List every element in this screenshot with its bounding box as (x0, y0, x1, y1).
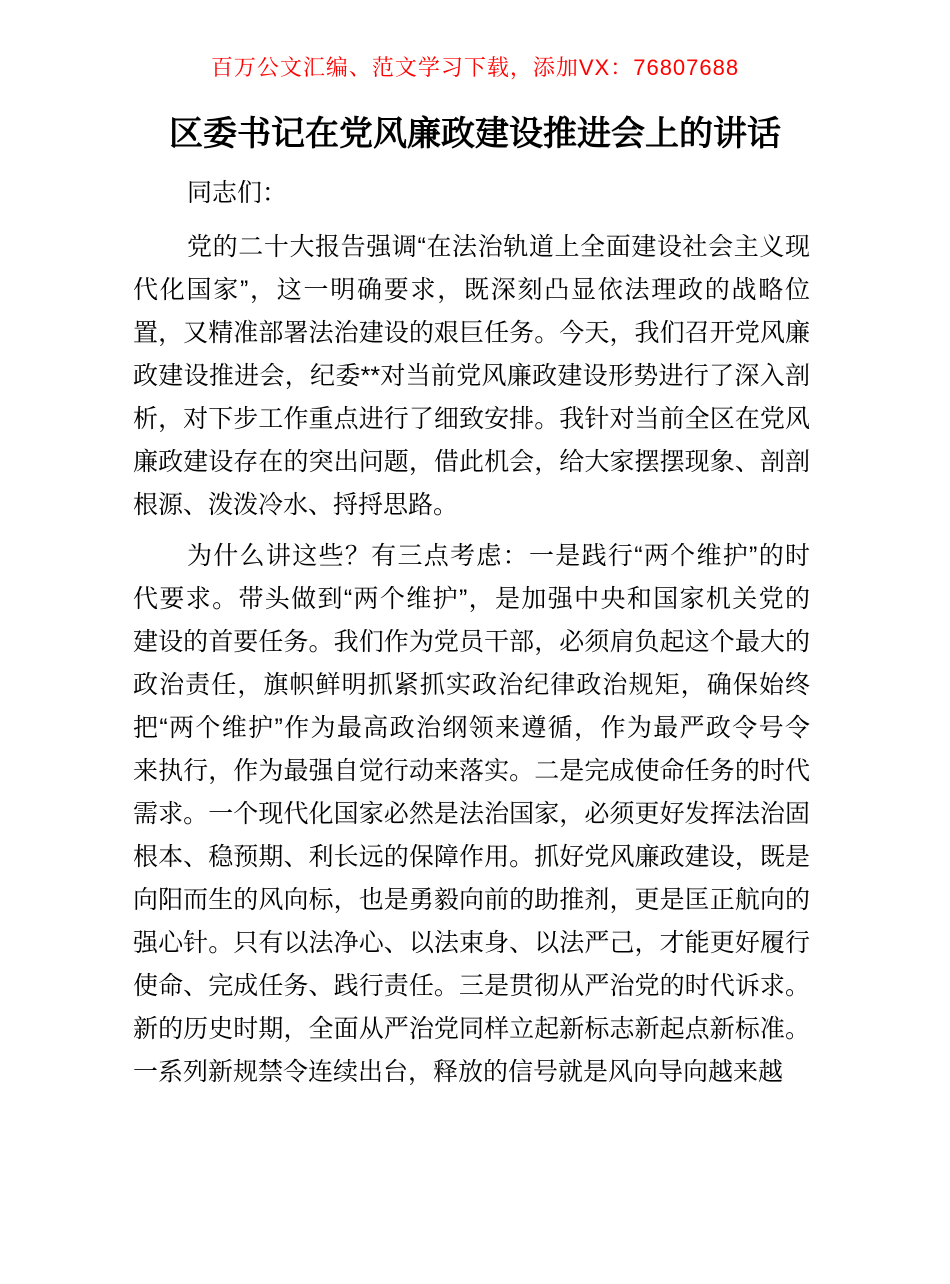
text-line: 把“两个维护”作为最高政治纲领来遵循，作为最严政令号令 (133, 714, 810, 742)
text-line: 强心针。只有以法净心、以法束身、以法严己，才能更好履行 (133, 929, 810, 957)
text-line: 政治责任，旗帜鲜明抓紧抓实政治纪律政治规矩，确保始终 (133, 671, 810, 699)
text-line: 根源、泼泼冷水、捋捋思路。 (133, 491, 459, 519)
text-line: 需求。一个现代化国家必然是法治国家，必须更好发挥法治固 (133, 800, 810, 828)
text-line: 代化国家”，这一明确要求，既深刻凸显依法理政的战略位 (133, 276, 810, 304)
text-line: 代要求。带头做到“两个维护”，是加强中央和国家机关党的 (133, 585, 810, 613)
watermark-notice: 百万公文汇编、范文学习下载，添加VX：76807688 (210, 55, 740, 80)
document-body (133, 226, 810, 1094)
text-line: 廉政建设存在的突出问题，借此机会，给大家摆摆现象、剖剖 (133, 448, 810, 476)
paragraph (133, 535, 810, 1094)
document-title: 区委书记在党风廉政建设推进会上的讲话 (169, 115, 781, 153)
text-line: 政建设推进会，纪委**对当前党风廉政建设形势进行了深入剖 (133, 362, 810, 390)
salutation: 同志们： (187, 179, 288, 207)
text-line: 党的二十大报告强调“在法治轨道上全面建设社会主义现 (187, 233, 810, 261)
text-line: 析，对下步工作重点进行了细致安排。我针对当前全区在党风 (133, 405, 810, 433)
text-line: 建设的首要任务。我们作为党员干部，必须肩负起这个最大的 (133, 628, 810, 656)
text-line: 一系列新规禁令连续出台，释放的信号就是风向导向越来越 (133, 1058, 784, 1086)
text-line: 为什么讲这些？有三点考虑：一是践行“两个维护”的时 (187, 542, 810, 570)
text-line: 来执行，作为最强自觉行动来落实。二是完成使命任务的时代 (133, 757, 810, 785)
paragraph (133, 226, 810, 527)
document-content (133, 172, 810, 1094)
document-page (0, 54, 950, 1284)
text-line: 根本、稳预期、利长远的保障作用。抓好党风廉政建设，既是 (133, 843, 810, 871)
text-line: 向阳而生的风向标，也是勇毅向前的助推剂，更是匡正航向的 (133, 886, 810, 914)
text-line: 使命、完成任务、践行责任。三是贯彻从严治党的时代诉求。 (133, 972, 810, 1000)
text-line: 新的历史时期，全面从严治党同样立起新标志新起点新标准。 (133, 1015, 810, 1043)
text-line: 置，又精准部署法治建设的艰巨任务。今天，我们召开党风廉 (133, 319, 810, 347)
